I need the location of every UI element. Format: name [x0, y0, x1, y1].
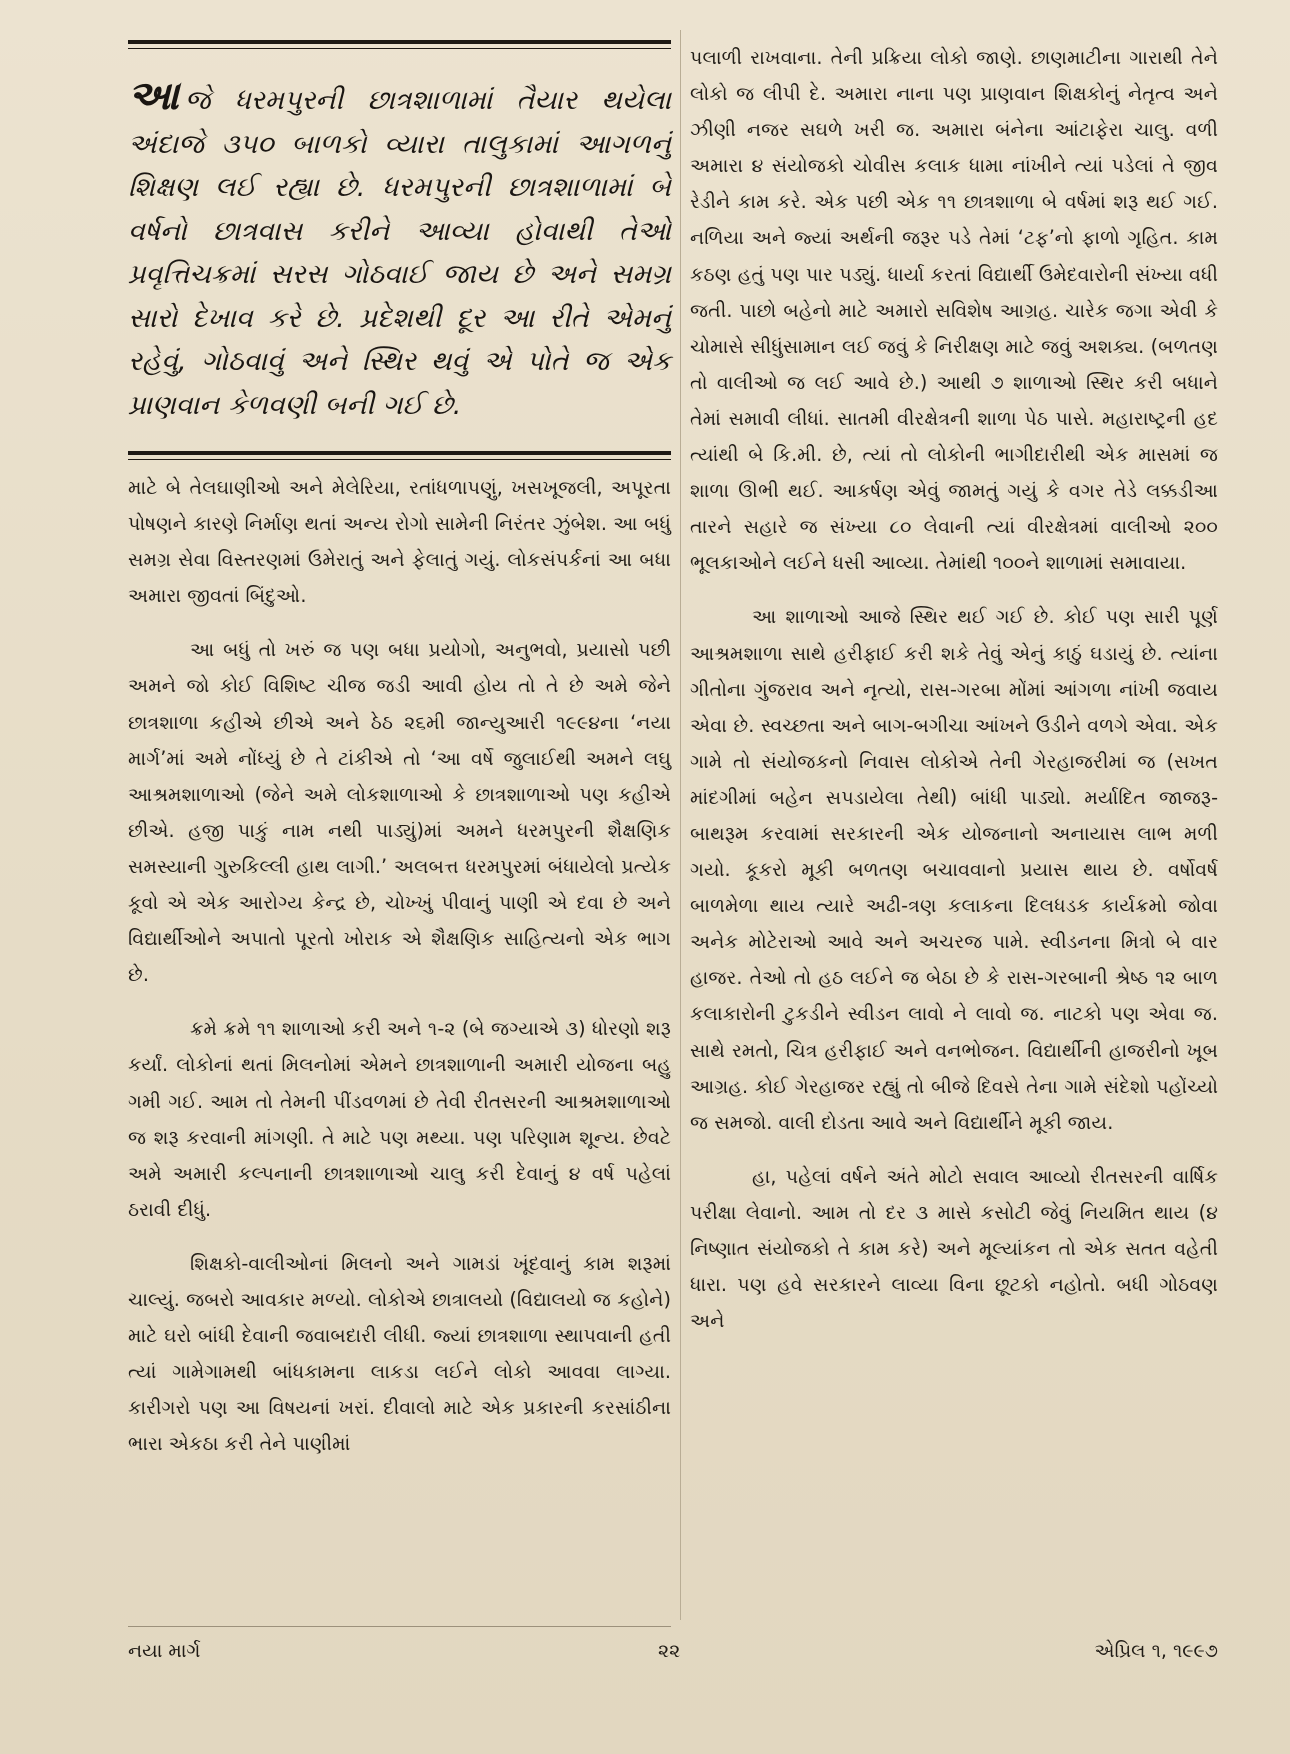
pull-quote-dropcap: આ: [128, 73, 179, 119]
right-paragraph-3: હા, પહેલાં વર્ષને અંતે મોટો સવાલ આવ્યો રીતસરની વાર્ષિક પરીક્ષા લેવાનો. આમ તો દર ૩ માસે કસોટી જેવું નિયમિત થાય (૪ નિષ્ણાત સંયોજકો તે કામ કરે) અને મૂલ્યાંકન તો એક સતત વહેતી ધારા. પણ હવે સરકારને લાવ્યા વિના છૂટકો નહોતો. બધી ગોઠવણ અને: [690, 1164, 1218, 1333]
right-paragraph-1: પલાળી રાખવાના. તેની પ્રક્રિયા લોકો જાણે. છાણમાટીના ગારાથી તેને લોકો જ લીપી દે. અમારા નાના પણ પ્રાણવાન શિક્ષકોનું નેતૃત્વ અને ઝીણી નજર સઘળે ખરી જ. અમારા બંનેના આંટાફેરા ચાલુ. વળી અમારા ૪ સંયોજકો ચોવીસ કલાક ધામા નાંખીને ત્યાં પડેલાં તે જીવ રેડીને કામ કરે. એક પછી એક ૧૧ છાત્રશાળા બે વર્ષમાં શરૂ થઈ ગઈ. નળિયા અને જ્યાં અર્થની જરૂર પડે તેમાં ‘ટફ’નો ફાળો ગૃહિત. કામ કઠણ હતું પણ પાર પડ્યું. ધાર્યા કરતાં વિદ્યાર્થી ઉમેદવારોની સંખ્યા વધી જતી. પાછો બહેનો માટે અમારો સવિશેષ આગ્રહ. ચારેક જગા એવી કે ચોમાસે સીધુંસામાન લઈ જવું કે નિરીક્ષણ માટે જવું અશક્ય. (બળતણ તો વાલીઓ જ લઈ આવે છે.) આથી ૭ શાળાઓ સ્થિર કરી બધાને તેમાં સમાવી લીધાં. સાતમી વીરક્ષેત્રની શાળા પેઠ પાસે. મહારાષ્ટ્રની હદ ત્યાંથી બે કિ.મી. છે, ત્યાં તો લોકોની ભાગીદારીથી એક માસમાં જ શાળા ઊભી થઈ. આકર્ષણ એવું જામતું ગયું કે વગર તેડે લક્કડીઆ તારને સહારે જ સંખ્યા ૮૦ લેવાની ત્યાં વીરક્ષેત્રમાં વાલીઓ ૨૦૦ ભૂલકાઓને લઈને ધસી આવ્યા. તેમાંથી ૧૦૦ને શાળામાં સમાવાયા.: [690, 46, 1218, 575]
pull-quote-text: જે ધરમપુરની છાત્રશાળામાં તૈયાર થયેલા અંદાજે ૩૫૦ બાળકો વ્યારા તાલુકામાં આગળનું શિક્ષણ લઈ રહ્યા છે. ધરમપુરની છાત્રશાળામાં બે વર્ષનો છાત્રવાસ કરીને આવ્યા હોવાથી તેઓ પ્રવૃત્તિચક્રમાં સરસ ગોઠવાઈ જાય છે અને સમગ્ર સારો દેખાવ કરે છે. પ્રદેશથી દૂર આ રીતે એમનું રહેવું, ગોઠવાવું અને સ્થિર થવું એ પોતે જ એક પ્રાણવાન કેળવણી બની ગઈ છે.: [128, 85, 671, 421]
footer-rule: [128, 1626, 671, 1627]
left-paragraph-2: આ બધું તો ખરું જ પણ બધા પ્રયોગો, અનુભવો, પ્રયાસો પછી અમને જો કોઈ વિશિષ્ટ ચીજ જડી આવી હોય તો તે છે અમે જેને છાત્રશાળા કહીએ છીએ અને ઠેઠ ૨૬મી જાન્યુઆરી ૧૯૯૪ના ‘નયા માર્ગ’માં અમે નોંધ્યું છે તે ટાંકીએ તો ‘આ વર્ષે જુલાઈથી અમને લઘુ આશ્રમશાળાઓ (જેને અમે લોકશાળાઓ કે છાત્રશાળાઓ પણ કહીએ છીએ. હજી પાકું નામ નથી પાડ્યું)માં અમને ધરમપુરની શૈક્ષણિક સમસ્યાની ગુરુકિલ્લી હાથ લાગી.’ અલબત્ત ધરમપુરમાં બંધાયેલો પ્રત્યેક કૂવો એ એક આરોગ્ય કેન્દ્ર છે, ચોખ્ખું પીવાનું પાણી એ દવા છે અને વિદ્યાર્થીઓને અપાતો પૂરતો ખોરાક એ શૈક્ષણિક સાહિત્યનો એક ભાગ છે.: [128, 638, 671, 987]
pull-quote: [128, 75, 671, 427]
footer-page-number: ૨૨: [658, 1640, 681, 1662]
right-paragraph-2: આ શાળાઓ આજે સ્થિર થઈ ગઈ છે. કોઈ પણ સારી પૂર્ણ આશ્રમશાળા સાથે હરીફાઈ કરી શકે તેવું એનું કાઠું ઘડાયું છે. ત્યાંના ગીતોના ગુંજરાવ અને નૃત્યો, રાસ-ગરબા મોંમાં આંગળા નાંખી જવાય એવા છે. સ્વચ્છતા અને બાગ-બગીચા આંખને ઉડીને વળગે એવા. એક ગામે તો સંયોજકનો નિવાસ લોકોએ તેની ગેરહાજરીમાં જ (સખત માંદગીમાં બહેન સપડાયેલા તેથી) બાંધી પાડ્યો. મર્યાદિત જાજરૂ-બાથરૂમ કરવામાં સરકારની એક યોજનાનો અનાયાસ લાભ મળી ગયો. કૂકરો મૂકી બળતણ બચાવવાનો પ્રયાસ થાય છે. વર્ષોવર્ષ બાળમેળા થાય ત્યારે અઢી-ત્રણ કલાકના દિલધડક કાર્યક્રમો જોવા અનેક મોટેરાઓ આવે અને અચરજ પામે. સ્વીડનના મિત્રો બે વાર હાજર. તેઓ તો હઠ લઈને જ બેઠા છે કે રાસ-ગરબાની શ્રેષ્ઠ ૧૨ બાળ કલાકારોની ટુકડીને સ્વીડન લાવો ને લાવો જ. નાટકો પણ એવા જ. સાથે રમતો, ચિત્ર હરીફાઈ અને વનભોજન. વિદ્યાર્થીની હાજરીનો ખૂબ આગ્રહ. કોઈ ગેરહાજર રહ્યું તો બીજે દિવસે તેના ગામે સંદેશો પહોંચ્યો જ સમજો. વાલી દોડતા આવે અને વિદ્યાર્થીને મૂકી જાય.: [690, 605, 1218, 1134]
column-divider: [680, 30, 681, 1620]
left-paragraph-3: ક્રમે ક્રમે ૧૧ શાળાઓ કરી અને ૧-૨ (બે જગ્યાએ ૩) ધોરણો શરૂ કર્યાં. લોકોનાં થતાં મિલનોમાં એમને છાત્રશાળાની અમારી યોજના બહુ ગમી ગઈ. આમ તો તેમની પીંડવળમાં છે તેવી રીતસરની આશ્રમશાળાઓ જ શરૂ કરવાની માંગણી. તે માટે પણ મથ્યા. પણ પરિણામ શૂન્ય. છેવટે અમે અમારી કલ્પનાની છાત્રશાળાઓ ચાલુ કરી દેવાનું ૪ વર્ષ પહેલાં ઠરાવી દીધું.: [128, 1017, 671, 1221]
pull-quote-bottom-rule: [128, 451, 671, 455]
footer-publication: નયા માર્ગ: [128, 1640, 201, 1662]
left-paragraph-4: શિક્ષકો-વાલીઓનાં મિલનો અને ગામડાં ખૂંદવાનું કામ શરૂમાં ચાલ્યું. જબરો આવકાર મળ્યો. લોકોએ છાત્રાલયો (વિદ્યાલયો જ કહોને) માટે ઘરો બાંધી દેવાની જવાબદારી લીધી. જ્યાં છાત્રશાળા સ્થાપવાની હતી ત્યાં ગામેગામથી બાંધકામના લાકડા લઈને લોકો આવવા લાગ્યા. કારીગરો પણ આ વિષયનાં ખરાં. દીવાલો માટે એક પ્રકારની કરસાંઠીના ભારા એકઠા કરી તેને પાણીમાં: [128, 1251, 671, 1456]
left-body-text: [128, 470, 671, 1462]
page-footer: [128, 1640, 1218, 1676]
left-column: [128, 40, 671, 1480]
right-body-text: [690, 40, 1218, 1339]
left-paragraph-1: માટે બે તેલઘાણીઓ અને મેલેરિયા, રતાંધળાપણું, ખસખૂજલી, અપૂરતા પોષણને કારણે નિર્માણ થતાં અન્ય રોગો સામેની નિરંતર ઝુંબેશ. આ બધું સમગ્ર સેવા વિસ્તરણમાં ઉમેરાતું અને ફેલાતું ગયું. લોકસંપર્કનાં આ બધા અમારા જીવતાં બિંદુઓ.: [128, 476, 671, 608]
pull-quote-bottom-thin-rule: [128, 459, 671, 460]
pull-quote-top-thin-rule: [128, 48, 671, 49]
footer-date: એપ્રિલ ૧, ૧૯૯૭: [1094, 1640, 1218, 1662]
right-column: [690, 40, 1218, 1357]
pull-quote-top-rule: [128, 40, 671, 44]
